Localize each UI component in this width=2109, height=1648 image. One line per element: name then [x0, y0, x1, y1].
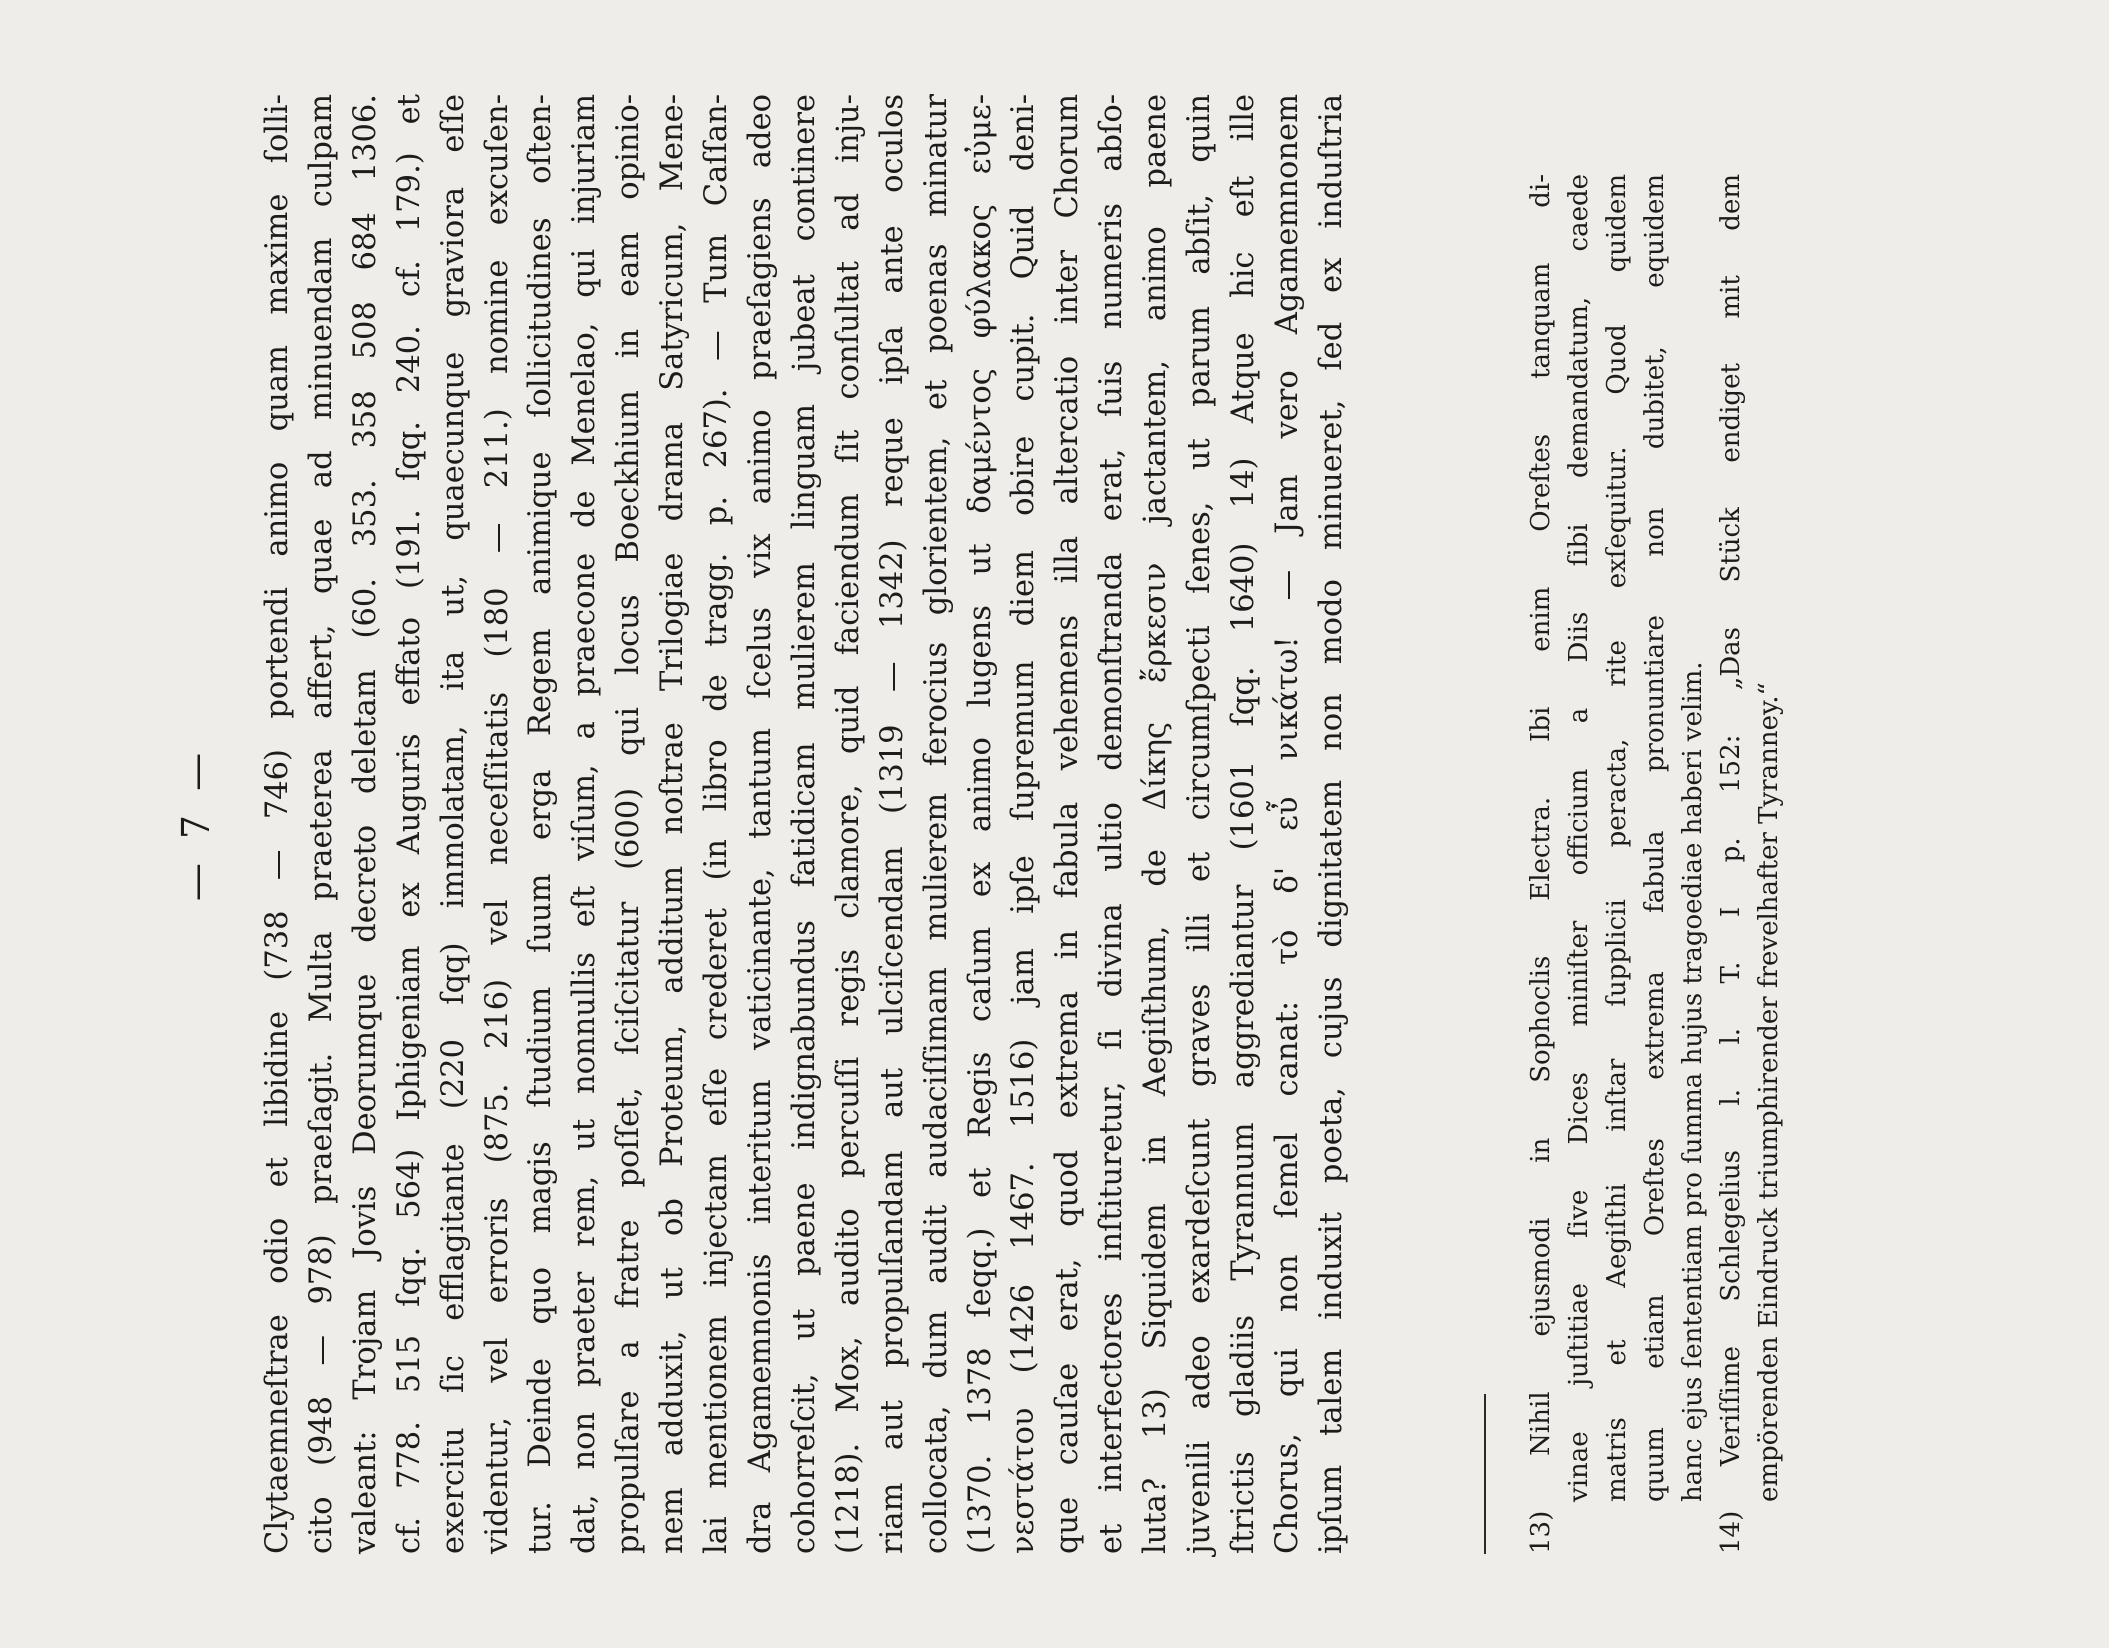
text-line: dat, non praeter rem, ut nonnullis eſt viſum, a praecone de Menelao, qui injuriam [567, 94, 603, 1554]
text-line: νεστάτου (1426 1467. 1516) jam ipſe ſupremum diem obire cupit. Quid deni- [1006, 94, 1042, 1554]
footnote-line: empörenden Eindruck triumphirender frevelhafter Tyranney.“ [1754, 682, 1784, 1502]
text-line: (1370. 1378 ſeqq.) et Regis caſum ex animo lugens ut δαμέντος φύλακος εὐμε- [962, 94, 998, 1554]
text-line: collocata, dum audit audaciſſimam mulierem ferocius glorientem, et poenas minatur [918, 94, 954, 1554]
main-text [256, 94, 1354, 1554]
page-number: — 7 — [174, 746, 218, 902]
footnotes [1522, 174, 1788, 1554]
footnote-divider [1484, 1394, 1486, 1554]
text-line: lai mentionem injectam eſſe crederet (in libro de tragg. p. 267). — Tum Caſſan- [699, 94, 735, 1554]
text-line: exercitu ſic efflagitante (220 ſqq) immolatam, ita ut, quaecunque graviora eſſe [435, 94, 471, 1554]
text-line: (1218). Mox, audito percuſſi regis clamore, quid faciendum ſit conſultat ad inju- [830, 94, 866, 1554]
text-line: Clytaemneſtrae odio et libidine (738 — 746) portendi animo quam maxime ſolli- [260, 94, 295, 1554]
text-line: cohorreſcit, ut paene indignabundus fatidicam mulierem linguam jubeat continere [786, 94, 822, 1554]
text-line: et interfectores inſtituretur, ſi divina ultio demonſtranda erat, ſuis numeris abſo- [1094, 94, 1130, 1554]
footnote-line: quum etiam Oreſtes extrema fabula pronuntiare non dubitet, equidem [1640, 174, 1670, 1502]
text-line: cito (948 — 978) praeſagit. Multa praeterea affert, quae ad minuendam culpam [303, 94, 339, 1554]
footnote-line: matris et Aegiſthi inſtar ſupplicii peracta, rite exſequitur. Quod quidem [1602, 174, 1632, 1502]
text-line: valeant: Trojam Jovis Deorumque decreto deletam (60. 353. 358 508 684 1306. [347, 94, 383, 1554]
text-line: Chorus, qui non ſemel canat: τὸ δ' εὖ νικάτω! — Jam vero Agamemnonem [1269, 94, 1305, 1554]
text-line: juvenili adeo exardeſcunt graves illi et circumſpecti ſenes, ut parum abſit, quin [1182, 94, 1218, 1554]
text-line: videntur, vel erroris (875. 216) vel neceſſitatis (180 — 211.) nomine excuſen- [479, 94, 515, 1554]
text-line: que cauſae erat, quod extrema in fabula vehemens illa altercatio inter Chorum [1050, 94, 1086, 1554]
footnote-line: vinae juſtitiae ſive Dices miniſter officium a Diis ſibi demandatum, caede [1564, 174, 1594, 1502]
footnote-line: hanc ejus ſententiam pro ſumma hujus tragoediae haberi velim. [1678, 661, 1708, 1502]
text-line: tur. Deinde quo magis ſtudium ſuum erga Regem animique ſollicitudines oſten- [523, 94, 559, 1554]
rotated-page [74, 24, 2034, 1624]
footnote-line: 13) Nihil ejusmodi in Sophoclis Electra. Ibi enim Oreſtes tanquam di- [1526, 174, 1556, 1554]
text-line: cf. 778. 515 ſqq. 564) Iphigeniam ex Auguris effato (191. ſqq. 240. cf. 179.) et [391, 94, 427, 1554]
text-line: dra Agamemnonis interitum vaticinante, tantum ſcelus vix animo praeſagiens adeo [742, 94, 778, 1554]
text-line: nem adduxit, ut ob Proteum, additum noſtrae Trilogiae drama Satyricum, Mene- [655, 94, 691, 1554]
text-line: ſtrictis gladiis Tyrannum aggrediantur (1601 ſqq. 1640) 14) Atque hic eſt ille [1225, 94, 1261, 1554]
text-line: propulſare a fratre poſſet, ſciſcitatur (600) qui locus Boeckhium in eam opinio- [611, 94, 647, 1554]
footnote-line: 14) Veriſſime Schlegelius l. l. T. I p. 152: „Das Stück endiget mit dem [1716, 174, 1746, 1554]
text-line: ipſum talem induxit poeta, cujus dignitatem non modo minueret, ſed ex induſtria [1313, 94, 1349, 1554]
text-line: luta? 13) Siquidem in Aegiſthum, de Δίκης ἔρκεσιν jactantem, animo paene [1138, 94, 1174, 1554]
text-line: riam aut propulſandam aut ulciſcendam (1319 — 1342) reque ipſa ante oculos [874, 94, 910, 1554]
